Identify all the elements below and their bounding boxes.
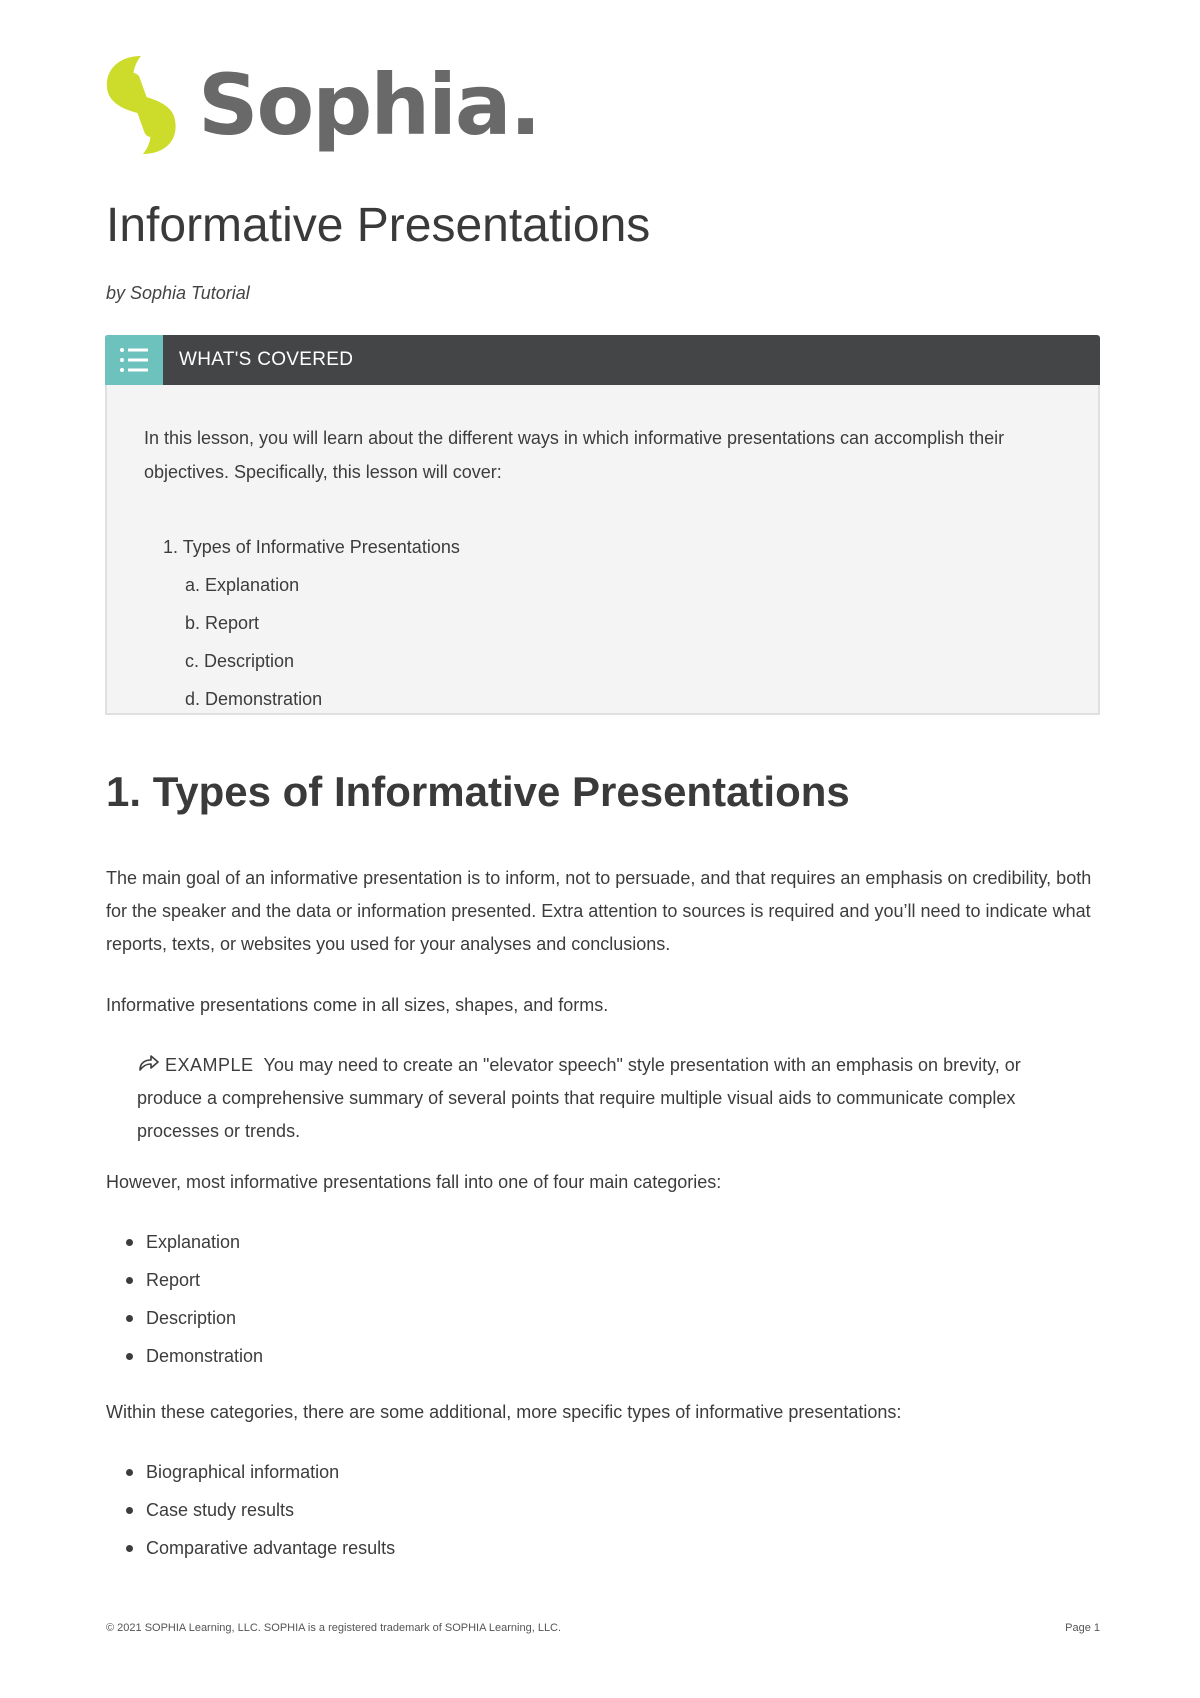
- outline-marker: d.: [185, 689, 201, 709]
- whats-covered-icon-box: [105, 335, 163, 385]
- paragraph: Informative presentations come in all sizes, shapes, and forms.: [106, 995, 609, 1015]
- list-item: Explanation: [146, 1232, 241, 1252]
- footer-copyright: © 2021 SOPHIA Learning, LLC. SOPHIA is a registered trademark of SOPHIA Learning, LLC.: [106, 1622, 562, 1634]
- list-item: Case study results: [146, 1500, 295, 1520]
- outline-label: Types of Informative Presentations: [182, 537, 460, 557]
- paragraph: The main goal of an informative presentation is to inform, not to persuade, and that requires an emphasis on credibility, both for the speaker and the data or information presented. Extra attention to sources is required and you’ll need to indicate what reports, texts, or websites you used for your analyses and conclusions.: [106, 868, 1092, 954]
- outline-marker: c.: [185, 651, 200, 671]
- list-item: Description: [146, 1308, 237, 1328]
- outline-subitem-d: [185, 687, 322, 711]
- whats-covered-header: [105, 335, 1100, 385]
- footer-page-number: Page 1: [1065, 1622, 1100, 1634]
- list-item: Comparative advantage results: [146, 1538, 396, 1558]
- page-title: Informative Presentations: [106, 199, 651, 252]
- paragraph: Within these categories, there are some additional, more specific types of informative presentations:: [106, 1402, 902, 1422]
- outline-sublabel: Explanation: [205, 575, 300, 595]
- outline-subitem-b: [185, 611, 259, 635]
- outline-subitem-a: [185, 573, 299, 597]
- paragraph: However, most informative presentations fall into one of four main categories:: [106, 1172, 722, 1192]
- whats-covered-body: [105, 385, 1100, 715]
- list-icon: [105, 335, 163, 385]
- example-text: You may need to create an "elevator speech" style presentation with an emphasis on brevity, or produce a comprehensive summary of several points that require multiple visual aids to communicate complex processes or trends.: [137, 1055, 1021, 1141]
- whats-covered-box: [105, 335, 1100, 715]
- sophia-mark-icon: [103, 54, 179, 156]
- list-item: Report: [146, 1270, 201, 1290]
- outline-marker: a.: [185, 575, 201, 595]
- outline-number: 1.: [163, 537, 179, 557]
- whats-covered-intro: In this lesson, you will learn about the different ways in which informative presentations can accomplish their objectives. Specifically, this lesson will cover:: [144, 428, 1005, 482]
- example-callout: [137, 1049, 1062, 1148]
- outline-marker: b.: [185, 613, 201, 633]
- outline-subitem-c: [185, 649, 294, 673]
- outline-sublabel: Report: [205, 613, 260, 633]
- sophia-logo: [103, 54, 540, 164]
- outline-item-1: [163, 535, 460, 559]
- section-heading: 1. Types of Informative Presentations: [106, 768, 850, 815]
- byline: by Sophia Tutorial: [106, 283, 250, 303]
- outline-sublabel: Description: [204, 651, 295, 671]
- list-item: Biographical information: [146, 1462, 340, 1482]
- sophia-wordmark: Sophia.: [198, 56, 540, 154]
- example-label: EXAMPLE: [165, 1055, 254, 1075]
- example-arrow-icon: [137, 1055, 159, 1073]
- whats-covered-title: WHAT'S COVERED: [179, 349, 354, 370]
- list-item: Demonstration: [146, 1346, 264, 1366]
- outline-sublabel: Demonstration: [205, 689, 323, 709]
